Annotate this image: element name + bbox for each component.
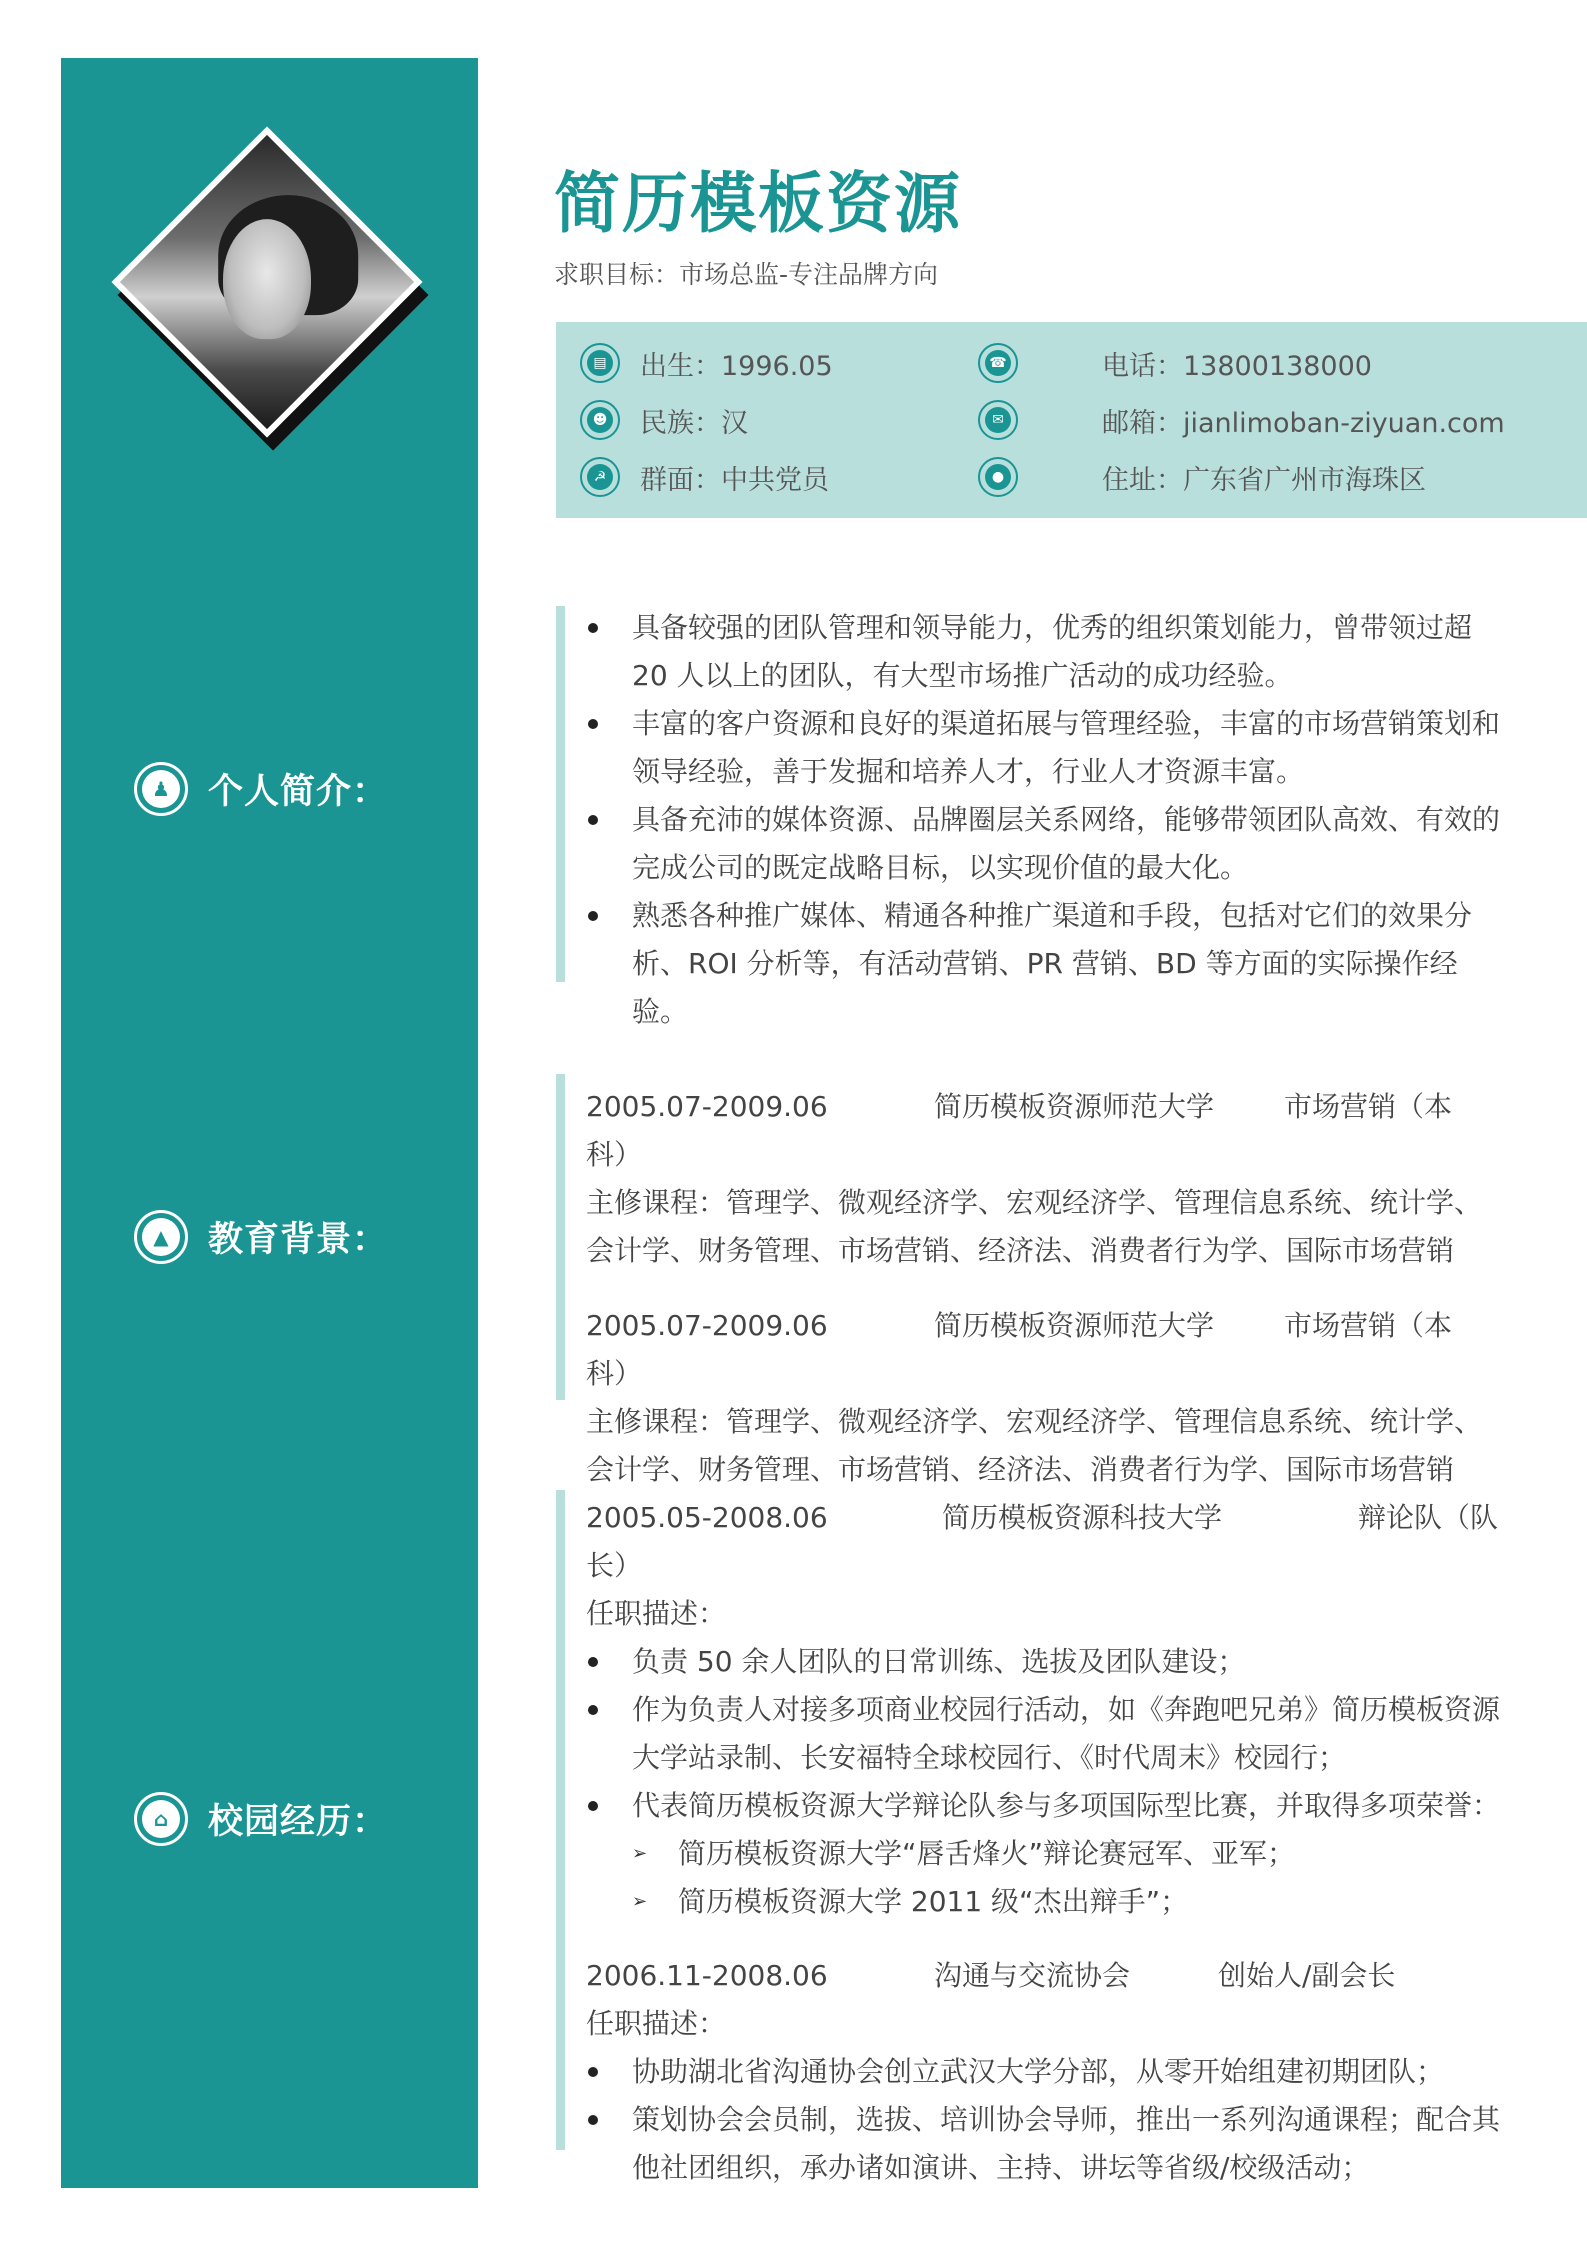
campus-accent-bar [556, 1490, 565, 2150]
section-header-campus [134, 1792, 388, 1846]
education-major: 市场营销（本 [1284, 1090, 1453, 1123]
education-accent-bar [556, 1074, 565, 1400]
education-period: 2005.07-2009.06 [586, 1309, 828, 1342]
job-objective: 求职目标：市场总监-专注品牌方向 [554, 260, 939, 289]
education-school: 简历模板资源师范大学 [934, 1090, 1215, 1123]
campus-item: 策划协会会员制，选拔、培训协会导师，推出一系列沟通课程；配合其他社团组织，承办诸如演讲、主持、讲坛等省级/校级活动； [586, 2096, 1506, 2192]
campus-subitem: ➢ 简历模板资源大学“唇舌烽火”辩论赛冠军、亚军； [586, 1830, 1506, 1878]
graduation-cap-icon: ▲ [134, 1210, 188, 1264]
campus-item: 协助湖北省沟通协会创立武汉大学分部，从零开始组建初期团队； [586, 2048, 1506, 2096]
campus-period: 2005.05-2008.06 [586, 1501, 828, 1534]
campus-desc-label: 任职描述： [586, 2007, 727, 2040]
info-birth [580, 343, 833, 383]
campus-subitem: ➢ 简历模板资源大学 2011 级“杰出辩手”； [586, 1878, 1506, 1926]
birth-text: 出生：1996.05 [640, 350, 833, 382]
education-entry [586, 1083, 1506, 1275]
political-text: 群面：中共党员 [640, 464, 829, 496]
campus-item: 负责 50 余人团队的日常训练、选拔及团队建设； [586, 1638, 1506, 1686]
address-text: 住址：广东省广州市海珠区 [1102, 464, 1426, 496]
profile-item: 熟悉各种推广媒体、精通各种推广渠道和手段，包括对它们的效果分析、ROI 分析等，有活动营销、PR 营销、BD 等方面的实际操作经验。 [586, 892, 1506, 1036]
education-courses: 主修课程：管理学、微观经济学、宏观经济学、管理信息系统、统计学、会计学、财务管理、市场营销、经济法、消费者行为学、国际市场营销 [586, 1186, 1483, 1267]
phone-text: 电话：13800138000 [1102, 350, 1372, 382]
education-courses: 主修课程：管理学、微观经济学、宏观经济学、管理信息系统、统计学、会计学、财务管理、市场营销、经济法、消费者行为学、国际市场营销 [586, 1405, 1483, 1486]
campus-org: 简历模板资源科技大学 [942, 1501, 1223, 1534]
campus-org: 沟通与交流协会 [934, 1959, 1131, 1992]
education-entry [586, 1302, 1506, 1494]
campus-entry [586, 1494, 1506, 1926]
info-political [580, 457, 829, 497]
page-title: 简历模板资源 [554, 165, 962, 242]
campus-item: 作为负责人对接多项商业校园行活动，如《奔跑吧兄弟》简历模板资源大学站录制、长安福特全球校园行、《时代周末》校园行； [586, 1686, 1506, 1782]
phone-icon: ☎ [978, 343, 1018, 383]
campus-role-cont: 长） [586, 1549, 643, 1582]
campus-role: 创始人/副会长 [1218, 1959, 1396, 1992]
ethnicity-text: 民族：汉 [640, 407, 748, 439]
info-email [978, 400, 1505, 440]
profile-accent-bar [556, 606, 565, 982]
user-profile-icon: ♟ [134, 762, 188, 816]
education-major: 市场营销（本 [1284, 1309, 1453, 1342]
info-address [978, 457, 1426, 497]
info-ethnicity [580, 400, 748, 440]
info-phone [978, 343, 1372, 383]
campus-item: 代表简历模板资源大学辩论队参与多项国际型比赛，并取得多项荣誉： [586, 1782, 1506, 1830]
campus-period: 2006.11-2008.06 [586, 1959, 828, 1992]
campus-role: 辩论队（队 [1358, 1501, 1499, 1534]
section-title-education: 教育背景： [208, 1220, 389, 1260]
location-pin-icon: ● [978, 457, 1018, 497]
section-title-profile: 个人简介： [208, 772, 389, 812]
profile-item: 丰富的客户资源和良好的渠道拓展与管理经验，丰富的市场营销策划和领导经验，善于发掘和培养人才，行业人才资源丰富。 [586, 700, 1506, 796]
email-text: 邮箱：jianlimoban-ziyuan.com [1102, 407, 1505, 439]
education-major-cont: 科） [586, 1138, 643, 1171]
profile-item: 具备充沛的媒体资源、品牌圈层关系网络，能够带领团队高效、有效的完成公司的既定战略目标，以实现价值的最大化。 [586, 796, 1506, 892]
education-major-cont: 科） [586, 1357, 643, 1390]
institution-icon: ⌂ [134, 1792, 188, 1846]
education-period: 2005.07-2009.06 [586, 1090, 828, 1123]
id-card-icon: ▤ [580, 343, 620, 383]
section-header-profile [134, 762, 388, 816]
campus-entry [586, 1952, 1506, 2192]
campus-desc-label: 任职描述： [586, 1597, 727, 1630]
profile-item: 具备较强的团队管理和领导能力，优秀的组织策划能力，曾带领过超 20 人以上的团队，有大型市场推广活动的成功经验。 [586, 604, 1506, 700]
party-emblem-icon: ☭ [580, 457, 620, 497]
profile-content [586, 604, 1506, 1036]
section-header-education [134, 1210, 388, 1264]
people-icon: ☻ [580, 400, 620, 440]
education-school: 简历模板资源师范大学 [934, 1309, 1215, 1342]
email-icon: ✉ [978, 400, 1018, 440]
section-title-campus: 校园经历： [208, 1802, 389, 1842]
